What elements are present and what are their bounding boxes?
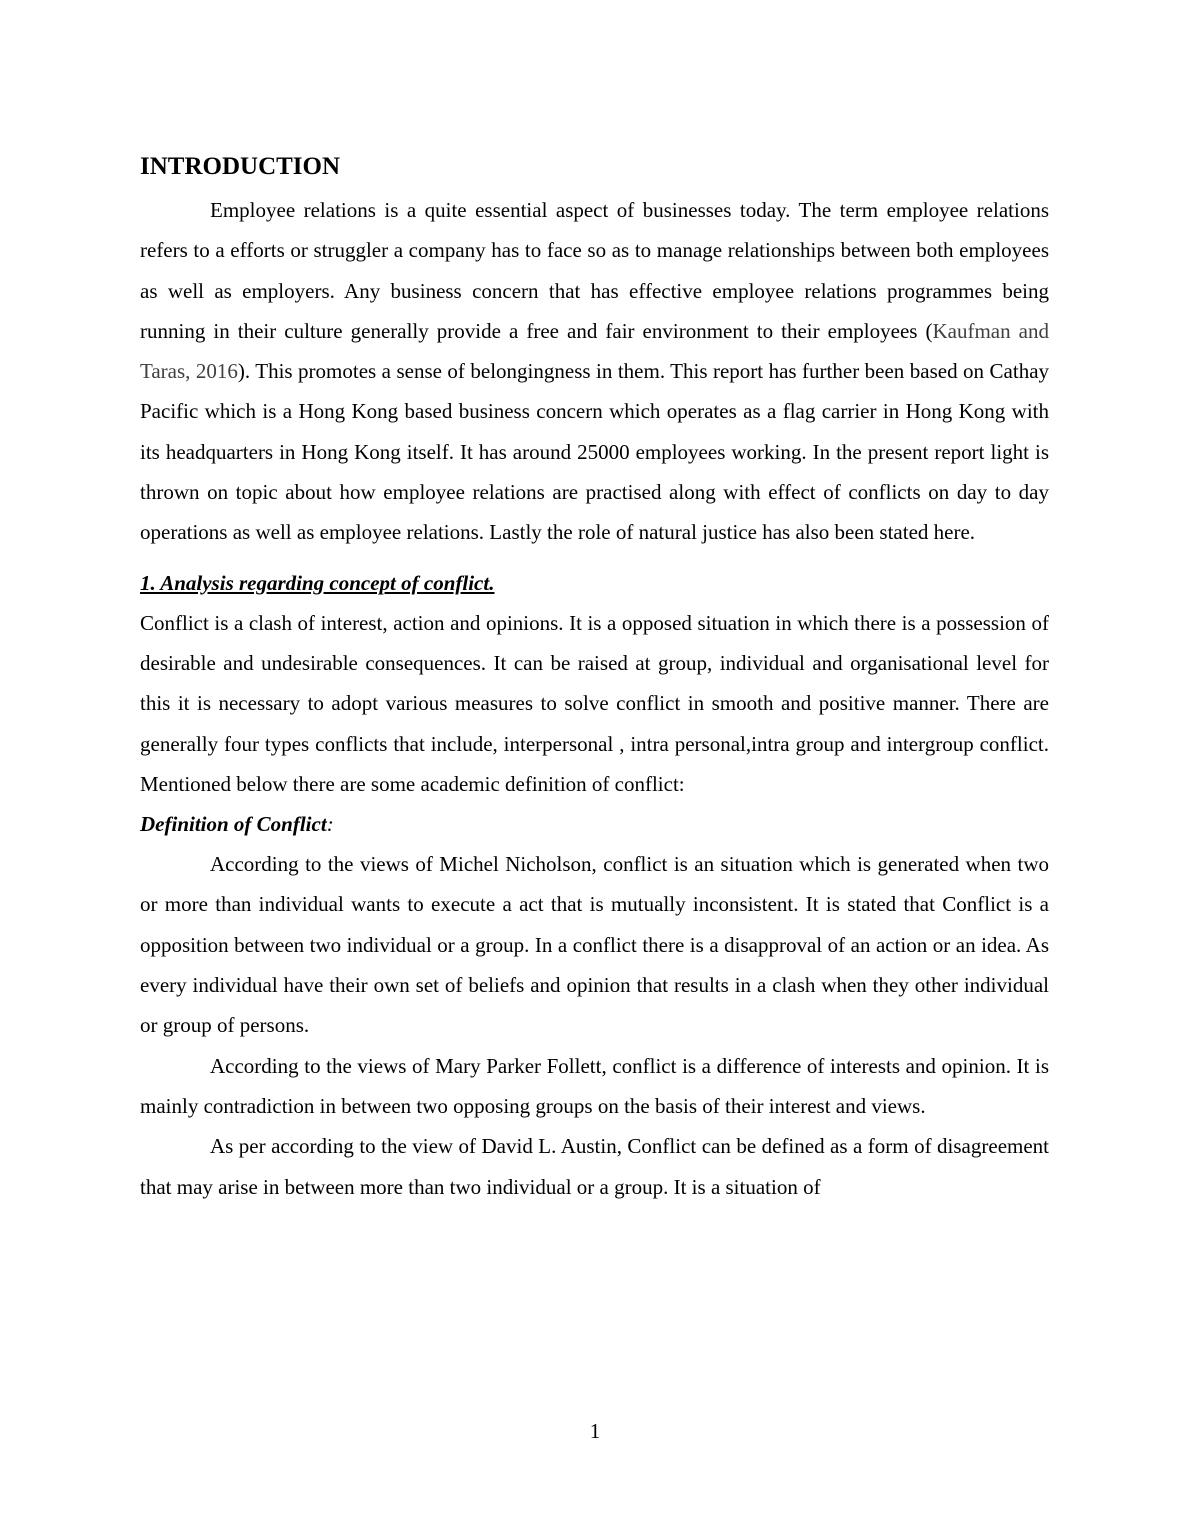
page-number: 1 [589, 1419, 601, 1443]
page-title: INTRODUCTION [140, 153, 341, 180]
definition-paragraph-follett: According to the views of Mary Parker Follett, conflict is a difference of interests and opinion. It is mainly contradiction in between two opposing groups on the basis of their interest and views. [140, 1053, 1049, 1118]
definition-paragraph-nicholson: According to the views of Michel Nicholson, conflict is an situation which is generated when two or more than individual wants to execute a act that is mutually inconsistent. It is stated that Conflict is a opposition between two individual or a group. In a conflict there is a disapproval of an action or an idea. As every individual have their own set of beliefs and opinion that results in a clash when they other individual or group of persons. [140, 852, 1049, 1038]
definition-title-text: Definition of Conflict [140, 812, 327, 837]
page-content [140, 150, 1049, 1207]
intro-text-part1: Employee relations is a quite essential aspect of businesses today. The term employee relations refers to a efforts or struggler a company has to face so as to manage relationships between both employees as well as employers. Any business concern that has effective employee relations programmes being running in their culture generally provide a free and fair environment to their employees ( [140, 198, 1049, 343]
intro-paragraph [140, 190, 1049, 553]
definition-title-colon: : [326, 812, 334, 837]
definition-title [140, 804, 1049, 844]
section-paragraph: Conflict is a clash of interest, action and opinions. It is a opposed situation in which there is a possession of desirable and undesirable consequences. It can be raised at group, individual and organisational level for this it is necessary to adopt various measures to solve conflict in smooth and positive manner. There are generally four types conflicts that include, interpersonal , intra personal,intra group and intergroup conflict. Mentioned below there are some academic definition of conflict: [140, 610, 1049, 796]
section-title: 1. Analysis regarding concept of conflict. [140, 570, 495, 595]
intro-citation: Kaufman and Taras, 2016 [140, 318, 1049, 384]
intro-text-part2: ). This promotes a sense of belongingness in them. This report has further been based on Cathay Pacific which is a Hong Kong based business concern which operates as a flag carrier in Hong Kong with its headquarters in Hong Kong itself. It has around 25000 employees working. In the present report light is thrown on topic about how employee relations are practised along with effect of conflicts on day to day operations as well as employee relations. Lastly the role of natural justice has also been stated here. [140, 359, 1050, 545]
definition-paragraph-austin: As per according to the view of David L. Austin, Conflict can be defined as a form of disagreement that may arise in between more than two individual or a group. It is a situation of [140, 1134, 1049, 1199]
